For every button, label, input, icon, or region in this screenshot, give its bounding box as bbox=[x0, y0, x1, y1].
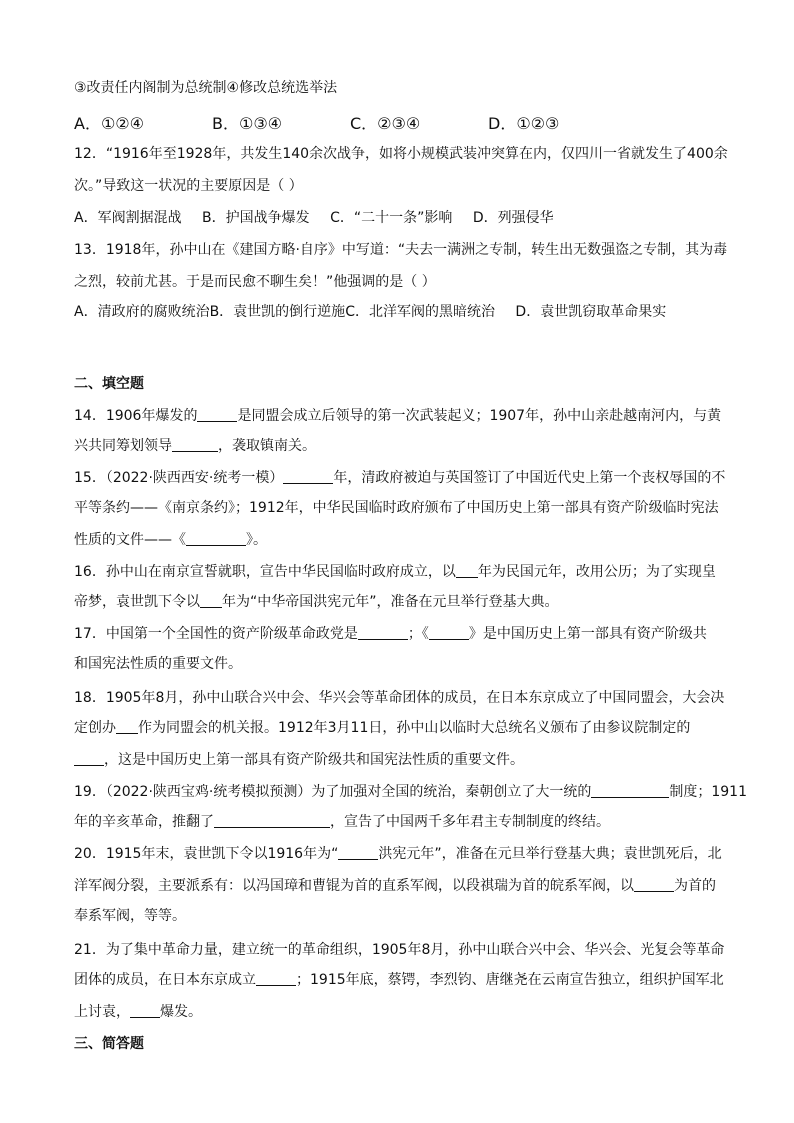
option-a: A．清政府的腐败统治 bbox=[74, 304, 210, 320]
option-b: B．①③④ bbox=[212, 114, 283, 133]
question-13-line-1: 13．1918年，孙中山在《建国方略·自序》中写道：“夫去一满洲之专制，转生出无数强盗之专制，其为毒 bbox=[74, 242, 728, 258]
option-b: B．袁世凯的倒行逆施 bbox=[209, 304, 346, 320]
question-13-options bbox=[74, 302, 682, 322]
text: 年，清政府被迫与英国签订了中国近代史上第一个丧权辱国的不 bbox=[333, 470, 726, 486]
text: ；1915年底，蔡锷，李烈钧、唐继尧在云南宣告独立，组织护国军北 bbox=[296, 972, 724, 988]
question-11-options bbox=[74, 111, 626, 134]
answer-blank[interactable] bbox=[172, 437, 218, 452]
answer-blank[interactable] bbox=[456, 563, 478, 578]
text: 14．1906年爆发的 bbox=[74, 408, 198, 424]
question-11 bbox=[74, 78, 337, 98]
text: 上讨袁， bbox=[74, 1004, 130, 1020]
text: ，袭取镇南关。 bbox=[218, 438, 316, 454]
option-a: A．军阀割据混战 bbox=[74, 210, 182, 226]
question-12-line-1: 12．“1916年至1928年，共发生140余次战争，如将小规模武装冲突算在内，仅四川一省就发生了400余 bbox=[74, 146, 728, 162]
answer-blank[interactable] bbox=[429, 625, 469, 640]
answer-blank[interactable] bbox=[214, 813, 330, 828]
text: 性质的文件——《 bbox=[74, 532, 186, 548]
text: 定创办 bbox=[74, 720, 116, 736]
answer-blank[interactable] bbox=[186, 531, 246, 546]
question-18 bbox=[74, 688, 724, 708]
question-11-text: ③改责任内阁制为总统制④修改总统选举法 bbox=[74, 80, 338, 96]
question-16 bbox=[74, 562, 716, 582]
question-14 bbox=[74, 406, 721, 426]
answer-blank[interactable] bbox=[197, 407, 237, 422]
question-18-line-1: 18．1905年8月，孙中山联合兴中会、华兴会等革命团体的成员，在日本东京成立了中国同盟会，大会决 bbox=[74, 690, 725, 706]
question-12-options bbox=[74, 208, 570, 228]
text: 团体的成员，在日本东京成立 bbox=[74, 972, 256, 988]
text: 爆发。 bbox=[160, 1004, 202, 1020]
option-b: B．护国战争爆发 bbox=[202, 210, 310, 226]
question-21-line-1: 21．为了集中革命力量，建立统一的革命组织，1905年8月，孙中山联合兴中会、华兴会、光复会等革命 bbox=[74, 942, 725, 958]
text: ；《 bbox=[407, 626, 429, 642]
question-20 bbox=[74, 844, 722, 864]
question-20-line-3: 奉系军阀，等等。 bbox=[74, 908, 186, 924]
answer-blank[interactable] bbox=[634, 877, 674, 892]
text: 年为“中华帝国洪宪元年”，准备在元旦举行登基大典。 bbox=[222, 594, 559, 610]
text: ，宣告了中国两千多年君主专制制度的终结。 bbox=[330, 814, 610, 830]
answer-blank[interactable] bbox=[256, 971, 296, 986]
answer-blank[interactable] bbox=[130, 1003, 160, 1018]
question-12-line-2: 次。”导致这一状况的主要原因是（ ） bbox=[74, 178, 303, 194]
text: 15．（2022·陕西西安·统考一模） bbox=[74, 470, 284, 486]
question-17 bbox=[74, 624, 707, 644]
text: 年为民国元年，改用公历；为了实现皇 bbox=[477, 564, 716, 580]
text: 兴共同筹划领导 bbox=[74, 438, 172, 454]
text: 为首的 bbox=[674, 878, 716, 894]
text: 是同盟会成立后领导的第一次武装起义；1907年，孙中山亲赴越南河内，与黄 bbox=[237, 408, 722, 424]
text: 洋军阀分裂，主要派系有：以冯国璋和曹锟为首的直系军阀，以段祺瑞为首的皖系军阀，以 bbox=[74, 878, 634, 894]
text: 16．孙中山在南京宣誓就职，宣告中华民国临时政府成立，以 bbox=[74, 564, 456, 580]
text: 作为同盟会的机关报。1912年3月11日，孙中山以临时大总统名义颁布了由参议院制定的 bbox=[138, 720, 691, 736]
answer-blank[interactable] bbox=[200, 593, 222, 608]
section-fill-in-blank-title: 二、填空题 bbox=[74, 376, 144, 392]
answer-blank[interactable] bbox=[338, 845, 378, 860]
text: 年的辛亥革命，推翻了 bbox=[74, 814, 214, 830]
text: 》。 bbox=[246, 532, 267, 548]
question-17-line-2: 和国宪法性质的重要文件。 bbox=[74, 656, 242, 672]
option-a: A．①②④ bbox=[74, 114, 144, 133]
answer-blank[interactable] bbox=[74, 751, 104, 766]
section-short-answer-title: 三、简答题 bbox=[74, 1036, 144, 1052]
text: 17．中国第一个全国性的资产阶级革命政党是 bbox=[74, 626, 358, 642]
option-d: D．列强侵华 bbox=[472, 210, 554, 226]
answer-blank[interactable] bbox=[283, 469, 333, 484]
option-c: C．“二十一条”影响 bbox=[330, 210, 453, 226]
question-13-line-2: 之烈，较前尤甚。于是而民愈不聊生矣！”他强调的是（ ） bbox=[74, 274, 436, 290]
text: 制度；1911 bbox=[669, 784, 747, 800]
question-19 bbox=[74, 782, 747, 802]
option-c: C．北洋军阀的黑暗统治 bbox=[345, 304, 495, 320]
answer-blank[interactable] bbox=[358, 625, 408, 640]
question-15 bbox=[74, 468, 725, 488]
option-c: C．②③④ bbox=[350, 114, 421, 133]
option-d: D．①②③ bbox=[488, 114, 560, 133]
question-15-line-2: 平等条约——《南京条约》；1912年，中华民国临时政府颁布了中国历史上第一部具有资产阶级临时宪法 bbox=[74, 500, 719, 516]
question-21 bbox=[74, 940, 724, 960]
text: 20．1915年末，袁世凯下令以1916年为“ bbox=[74, 846, 339, 862]
answer-blank[interactable] bbox=[591, 783, 669, 798]
text: 》是中国历史上第一部具有资产阶级共 bbox=[468, 626, 707, 642]
option-d: D．袁世凯窃取革命果实 bbox=[515, 304, 667, 320]
question-12 bbox=[74, 144, 728, 164]
text: ，这是中国历史上第一部具有资产阶级共和国宪法性质的重要文件。 bbox=[104, 752, 524, 768]
answer-blank[interactable] bbox=[116, 719, 138, 734]
text: 洪宪元年”，准备在元旦举行登基大典；袁世凯死后，北 bbox=[378, 846, 722, 862]
text: 帝梦，袁世凯下令以 bbox=[74, 594, 200, 610]
text: 19．（2022·陕西宝鸡·统考模拟预测）为了加强对全国的统治，秦朝创立了大一统的 bbox=[74, 784, 592, 800]
